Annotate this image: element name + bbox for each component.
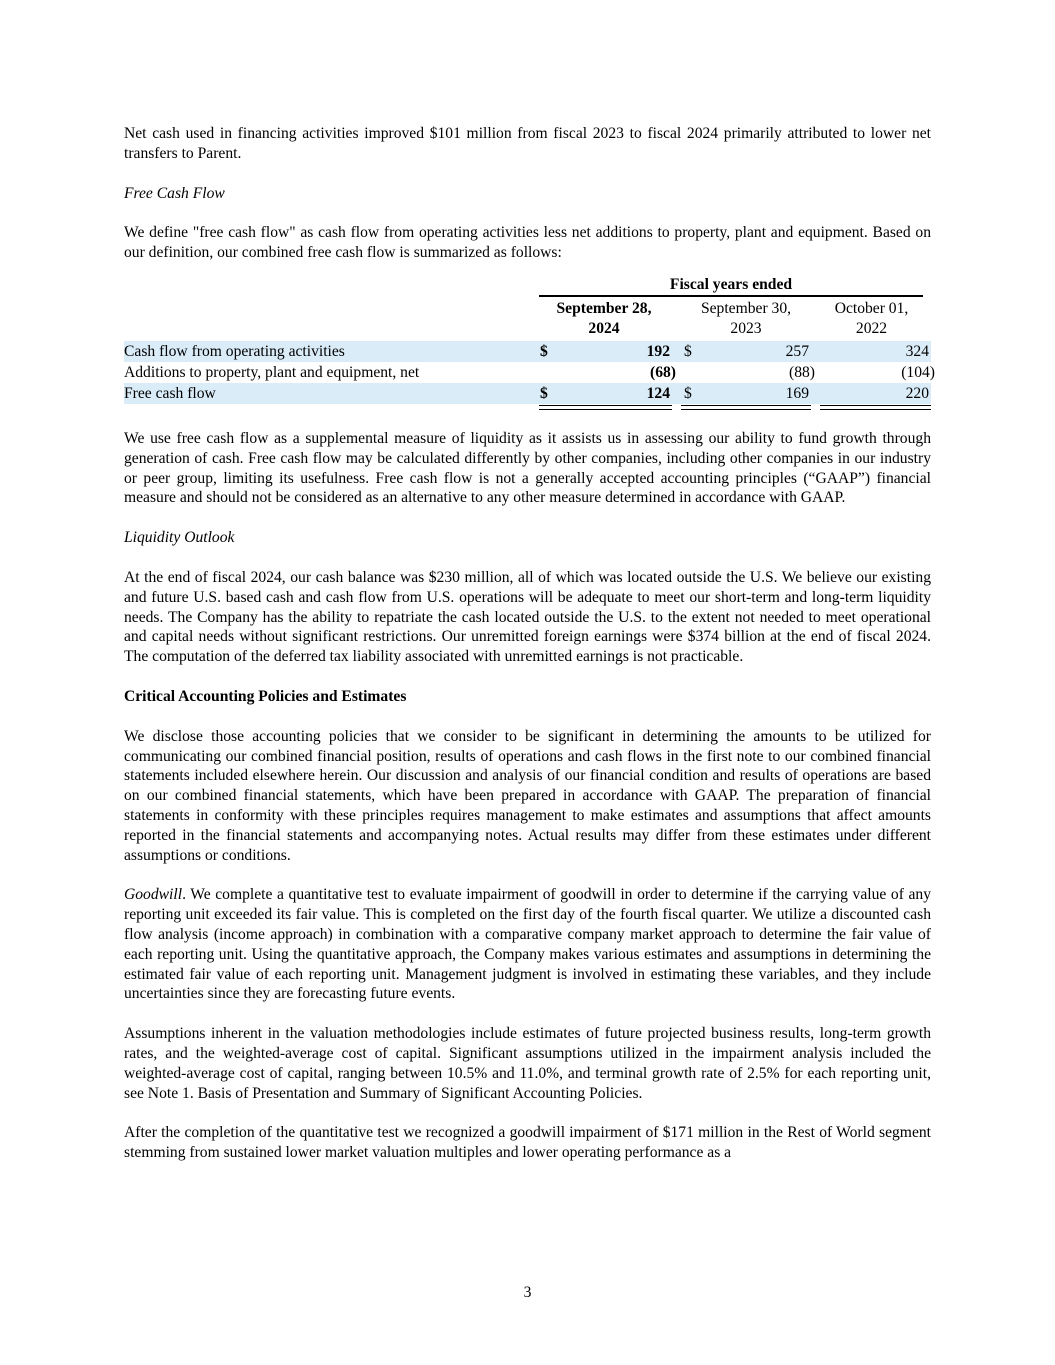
dollar-sign: $ (684, 384, 692, 402)
double-underline (681, 405, 811, 410)
row-label: Cash flow from operating activities (124, 342, 345, 360)
dollar-sign: $ (540, 384, 548, 402)
row-label: Additions to property, plant and equipment, net (124, 363, 420, 381)
critical-accounting-paragraph: We disclose those accounting policies that we consider to be significant in determining the amounts to be utilized for communicating our combined financial position, results of operations and cash flows in the first note to our combined financial statements included elsewhere herein. Our discussion and analysis of our financial condition and results of operations are based on our combined financial statements, which have been prepared in accordance with GAAP. The preparation of financial statements in conformity with these principles requires management to make estimates and assumptions that affect amounts reported in the financial statements and accompanying notes. Actual results may differ from these estimates under different assumptions or conditions. (124, 727, 931, 864)
column-header-2022 (814, 299, 929, 339)
value-2024: 192 (646, 342, 670, 360)
value-2024: 124 (646, 384, 670, 402)
column-header-2024 (539, 299, 669, 339)
fcf-definition-paragraph: We define "free cash flow" as cash flow from operating activities less net additions to property, plant and equipment. Based on our definition, our combined free cash flow is summarized as follows: (124, 224, 931, 262)
page-number: 3 (523, 1284, 532, 1301)
liquidity-outlook-heading: Liquidity Outlook (124, 529, 235, 547)
column-header-line1: October 01, (834, 299, 909, 317)
value-2023: 257 (785, 342, 809, 360)
impairment-paragraph: After the completion of the quantitative test we recognized a goodwill impairment of $171 million in the Rest of World segment stemming from sustained lower market valuation multiples and lower operating performance as a (124, 1124, 931, 1162)
assumptions-paragraph: Assumptions inherent in the valuation methodologies include estimates of future projected business results, long-term growth rates, and the weighted-average cost of capital. Significant assumptions utilized in the impairment analysis included the weighted-average cost of capital, ranging between 10.5% and 11.0%, and terminal growth rate of 2.5% for each reporting unit, see Note 1. Basis of Presentation and Summary of Significant Accounting Policies. (124, 1025, 931, 1102)
goodwill-paragraph (124, 885, 931, 1004)
table-row (124, 362, 935, 383)
table-row (124, 383, 931, 404)
critical-accounting-heading: Critical Accounting Policies and Estimates (124, 687, 407, 705)
table-row (124, 341, 931, 362)
free-cash-flow-table (124, 269, 935, 409)
column-header-line1: September 30, (700, 299, 792, 317)
dollar-sign: $ (540, 342, 548, 360)
column-header-line1: September 28, (556, 299, 652, 317)
goodwill-text: . We complete a quantitative test to evaluate impairment of goodwill in order to determine if the carrying value of any reporting unit exceeded its fair value. This is completed on the first day of the fourth fiscal quarter. We utilize a discounted cash flow analysis (income approach) in combination with a comparative company market approach to determine the fair value of each reporting unit. Using the quantitative approach, the Company makes various estimates and assumptions in determining the estimated fair value of each reporting unit. Management judgment is involved in estimating these variables, and they include uncertainties since they are forecasting future events. (124, 886, 931, 1003)
value-2023: (88) (789, 363, 815, 381)
goodwill-lead: Goodwill (124, 886, 183, 904)
column-header-2023 (681, 299, 811, 339)
column-header-line2: 2022 (855, 319, 888, 337)
row-label: Free cash flow (124, 384, 216, 402)
financing-paragraph: Net cash used in financing activities improved $101 million from fiscal 2023 to fiscal 2024 primarily attributed to lower net transfers to Parent. (124, 125, 931, 162)
column-header-line2: 2024 (588, 319, 620, 337)
value-2022: 220 (905, 384, 929, 402)
liquidity-paragraph: At the end of fiscal 2024, our cash balance was $230 million, all of which was located outside the U.S. We believe our existing and future U.S. based cash and cash flow from U.S. operations will be adequate to meet our short-term and long-term liquidity needs. The Company has the ability to repatriate the cash located outside the U.S. to the extent not needed to meet operational and capital needs without significant restrictions. Our unremitted foreign earnings were $374 billion at the end of fiscal 2024. The computation of the deferred tax liability associated with unremitted earnings is not practicable. (124, 568, 931, 666)
free-cash-flow-heading: Free Cash Flow (124, 184, 225, 202)
value-2024: (68) (650, 363, 676, 381)
double-underline (539, 405, 672, 410)
dollar-sign: $ (684, 342, 692, 360)
fcf-usage-paragraph: We use free cash flow as a supplemental measure of liquidity as it assists us in assessing our ability to fund growth through generation of cash. Free cash flow may be calculated differently by other companies, including other companies in our industry or peer group, limiting its usefulness. Free cash flow is not a generally accepted accounting principles (“GAAP”) financial measure and should not be considered as an alternative to any other measure determined in accordance with GAAP. (124, 429, 931, 507)
value-2022: (104) (901, 363, 935, 381)
double-underline (820, 405, 931, 410)
value-2023: 169 (785, 384, 809, 402)
column-header-line2: 2023 (730, 319, 762, 337)
document-body (124, 124, 935, 1183)
fiscal-years-header: Fiscal years ended (539, 275, 923, 297)
value-2022: 324 (905, 342, 929, 360)
